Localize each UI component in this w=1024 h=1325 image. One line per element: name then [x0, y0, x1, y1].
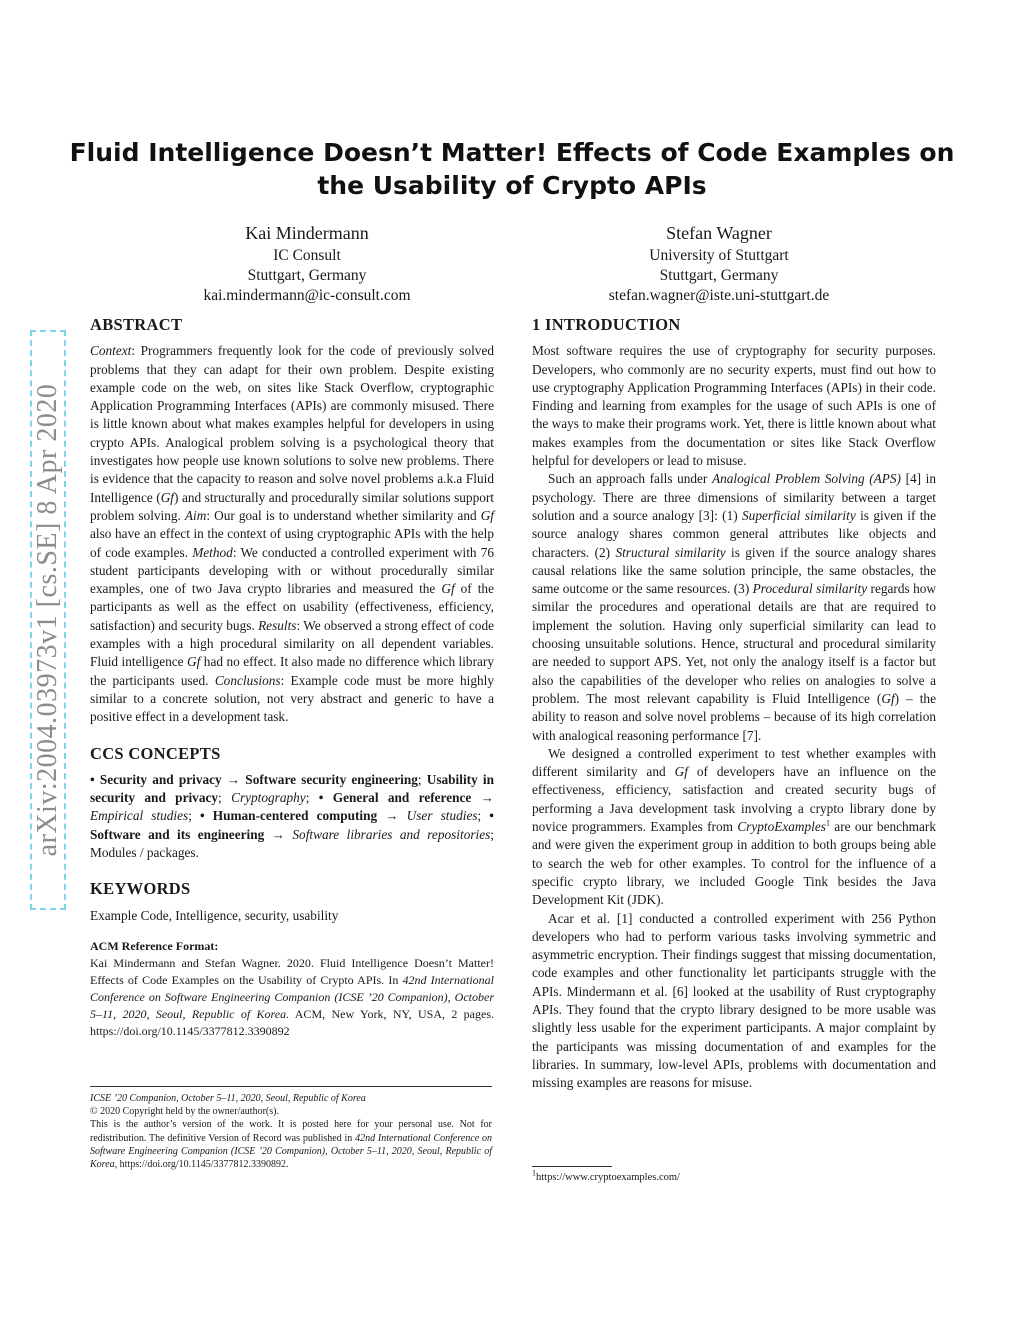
introduction-heading: 1 INTRODUCTION	[532, 315, 681, 334]
keywords-text: Example Code, Intelligence, security, usability	[90, 907, 339, 923]
arxiv-stamp: arXiv:2004.03973v1 [cs.SE] 8 Apr 2020	[32, 383, 63, 857]
footnote-rule	[90, 1086, 492, 1087]
author-affiliation: IC Consult	[273, 247, 341, 264]
abstract-heading: ABSTRACT	[90, 315, 183, 334]
intro-paragraph-4: Acar et al. [1] conducted a controlled experiment with 256 Python developers who had to perform various tasks involving symmetric and asymmetric encryption. Their findings suggest that missing documentation, code examples and other functionality let participants struggle with the APIs. Mindermann et al. [6] looked at the usability of Rust cryptography APIs. They found that the crypto library designed to be more usable was slightly less usable for the experiment participants. A major complaint by the participants was missing documentation of and examples for the libraries. In summary, low-level APIs, problems with documentation and missing examples are reasons for misuse.	[532, 910, 936, 1091]
intro-paragraph-2: Such an approach falls under Analogical Problem Solving (APS) [4] in psychology. There are three dimensions of similarity between a target solution and a source analogy [3]: (1) Superficial similarity is given if the source analogy shares common general attributes like objects and characters. (2) Structural similarity is given if the source analogy shares causal relations like the same solution principle, the same obstacles, the same outcome or the same resources. (3) Procedural similarity regards how similar the procedures and operational details are that are required to implement the solution. Having only superficial similarity can lead to choosing unsuitable solutions. Hence, structural and procedural similarity are needed to support APS. Yet, not only the analogy itself is a factor but also the capabilities of the developer who relies on analogies to solve a problem. The most relevant capability is Fluid Intelligence (Gf) – the ability to reason and solve novel problems – because of its high correlation with analogical reasoning performance [7].	[532, 471, 937, 743]
author-location: Stuttgart, Germany	[659, 267, 779, 284]
author-email: stefan.wagner@iste.uni-stuttgart.de	[608, 287, 830, 304]
copyright-footnote: ICSE ’20 Companion, October 5–11, 2020, Seoul, Republic of Korea © 2020 Copyright held by the owner/author(s). This is the author’s version of the work. It is posted here for your personal use. Not for redistribution. The definitive Version of Record was published in 42nd International Conference on Software Engineering Companion (ICSE ’20 Companion), October 5–11, 2020, Seoul, Republic of Korea, https://doi.org/10.1145/3377812.3390892.	[90, 1093, 492, 1171]
acm-reference-text: Kai Mindermann and Stefan Wagner. 2020. Fluid Intelligence Doesn’t Matter! Effects of Code Examples on the Usability of Crypto APIs. In 42nd International Conference on Software Engineering Companion (ICSE ’20 Companion), October 5–11, 2020, Seoul, Republic of Korea. ACM, New York, NY, USA, 2 pages. https://doi.org/10.1145/3377812.3390892	[90, 956, 495, 1039]
abstract-text: Context: Programmers frequently look for the code of previously solved problems that they can adapt for their own problem. Despite existing example code on the web, on sites like Stack Overflow, cryptographic Application Programming Interfaces (APIs) are commonly misused. There is little known about what makes examples helpful for developers in using crypto APIs. Analogical problem solving is a psychological theory that investigates how people use known solutions to solve new problems. There is evidence that the capacity to reason and solve novel problems a.k.a Fluid Intelligence (Gf) and structurally and procedurally similar solutions support problem solving. Aim: Our goal is to understand whether similarity and Gf also have an effect in the context of using cryptographic APIs with the help of code examples. Method: We conducted a controlled experiment with 76 student participants developing with or without procedurally similar examples, one of two Java crypto libraries and measured the Gf of the participants as well as the effect on usability (effectiveness, efficiency, satisfaction) and security bugs. Results: We observed a strong effect of code examples with a high procedural similarity on all dependent variables. Fluid intelligence Gf had no effect. It also made no difference which library the participants used. Conclusions: Example code must be more highly similar to a concrete solution, not very abstract and generic to have a positive effect in a development task.	[90, 343, 494, 725]
paper-title: Fluid Intelligence Doesn’t Matter! Effects of Code Examples on the Usability of Crypto APIs	[69, 138, 955, 200]
acm-reference-heading: ACM Reference Format:	[90, 938, 219, 953]
keywords-heading: KEYWORDS	[90, 879, 191, 899]
author-block-2	[549, 222, 889, 306]
left-column	[90, 316, 494, 1040]
author-block-1	[137, 222, 477, 306]
ccs-concepts-text: • Security and privacy → Software security engineering; Usability in security and privacy; Cryptography; • General and reference → Empirical studies; • Human-centered computing → User studies; • Software and its engineering → Software libraries and repositories; Modules / packages.	[90, 771, 494, 861]
footnote-rule	[532, 1166, 612, 1167]
intro-paragraph-3: We designed a controlled experiment to test whether examples with different similarity and Gf of developers have an influence on the effectiveness, efficiency, satisfaction and created security bugs of performing a Java development task involving a crypto library done by novice programmers. Examples from CryptoExamples$^1$ are our benchmark and were given the experiment group in addition to both groups being able to search the web for other examples. To control for the influence of a specific crypto library, we included Google Tink besides the Java Development Kit (JDK).	[532, 745, 936, 908]
url-footnote: $^1$https://www.cryptoexamples.com/	[532, 1168, 680, 1183]
author-location: Stuttgart, Germany	[247, 267, 367, 284]
right-column	[532, 316, 936, 1092]
author-name: Stefan Wagner	[666, 223, 772, 243]
author-affiliation: University of Stuttgart	[649, 247, 789, 264]
author-name: Kai Mindermann	[245, 223, 369, 243]
ccs-heading: CCS CONCEPTS	[90, 743, 221, 763]
intro-paragraph-1: Most software requires the use of cryptography for security purposes. Developers, who commonly are no security experts, must find out how to use cryptography Application Programming Interfaces (APIs) in their code. Finding and learning from examples for the usage of such APIs is one of the ways to make their programs work. Yet, there is little known about what makes examples from the documentation or sites like Stack Overflow helpful for developers or lead to misuse.	[532, 343, 936, 469]
author-email: kai.mindermann@ic-consult.com	[203, 287, 411, 304]
footnote-link[interactable]: https://www.cryptoexamples.com/	[536, 1172, 680, 1183]
